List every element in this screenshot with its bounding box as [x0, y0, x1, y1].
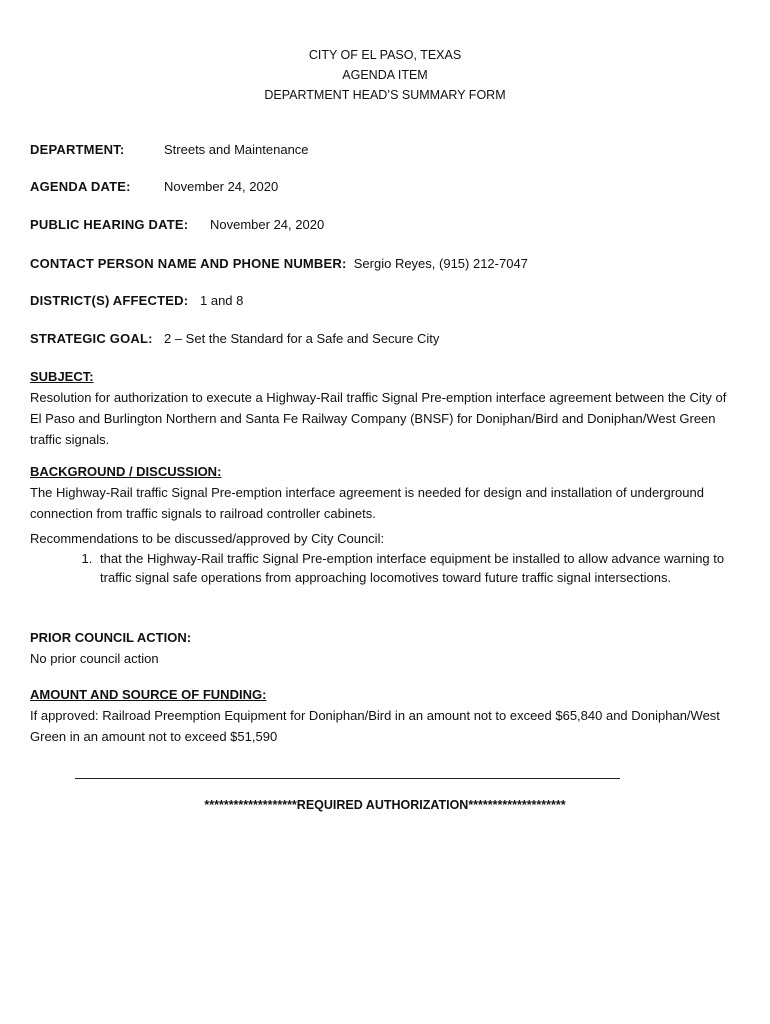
districts-label: DISTRICT(S) AFFECTED:: [30, 293, 189, 308]
funding-section: [30, 684, 730, 747]
department-label: DEPARTMENT:: [30, 142, 125, 157]
strategic-goal-value: 2 – Set the Standard for a Safe and Secure City: [164, 331, 440, 346]
agenda-date-field: [30, 178, 279, 196]
agenda-date-value: November 24, 2020: [164, 179, 279, 194]
background-section: [30, 461, 730, 587]
department-field: [30, 141, 309, 159]
signature-divider: [75, 778, 620, 779]
prior-council-heading: PRIOR COUNCIL ACTION:: [30, 630, 192, 645]
subject-text: Resolution for authorization to execute a Highway-Rail traffic Signal Pre-emption interface agreement between the City of El Paso and Burlington Northern and Santa Fe Railway Company (BNSF) for Doniphan/Bird and Doniphan/West Green traffic signals.: [30, 390, 727, 447]
strategic-goal-field: [30, 330, 440, 348]
public-hearing-date-field: [30, 216, 325, 234]
required-authorization-banner: *******************REQUIRED AUTHORIZATION********************: [204, 798, 566, 812]
contact-field: [30, 255, 528, 273]
recommendations-intro: Recommendations to be discussed/approved by City Council:: [30, 531, 385, 546]
header-form-title: DEPARTMENT HEAD’S SUMMARY FORM: [264, 88, 506, 102]
districts-field: [30, 292, 244, 310]
recommendations-list: [30, 549, 730, 587]
agenda-date-label: AGENDA DATE:: [30, 179, 131, 194]
public-hearing-date-value: November 24, 2020: [210, 217, 325, 232]
background-heading: BACKGROUND / DISCUSSION:: [30, 464, 222, 479]
department-value: Streets and Maintenance: [164, 142, 309, 157]
contact-label: CONTACT PERSON NAME AND PHONE NUMBER:: [30, 256, 347, 271]
subject-section: [30, 366, 730, 450]
contact-value: Sergio Reyes, (915) 212-7047: [353, 256, 528, 271]
header-city: CITY OF EL PASO, TEXAS: [308, 48, 462, 62]
strategic-goal-label: STRATEGIC GOAL:: [30, 331, 153, 346]
background-text: The Highway-Rail traffic Signal Pre-emption interface agreement is needed for design and installation of underground connection from traffic signals to railroad controller cabinets.: [30, 485, 704, 521]
public-hearing-date-label: PUBLIC HEARING DATE:: [30, 217, 189, 232]
subject-heading: SUBJECT:: [30, 369, 94, 384]
form-header: [0, 45, 770, 105]
prior-council-section: [30, 627, 730, 669]
funding-heading: AMOUNT AND SOURCE OF FUNDING:: [30, 687, 267, 702]
funding-text: If approved: Railroad Preemption Equipment for Doniphan/Bird in an amount not to exceed $65,840 and Doniphan/West Green in an amount not to exceed $51,590: [30, 708, 720, 744]
recommendation-item: 1. that the Highway-Rail traffic Signal Pre-emption interface equipment be installed to allow advance warning to traffic signal safe operations from approaching locomotives toward future traffic signal intersections.: [96, 549, 730, 587]
prior-council-text: No prior council action: [30, 651, 159, 666]
districts-value: 1 and 8: [200, 293, 244, 308]
header-agenda-item: AGENDA ITEM: [342, 68, 428, 82]
